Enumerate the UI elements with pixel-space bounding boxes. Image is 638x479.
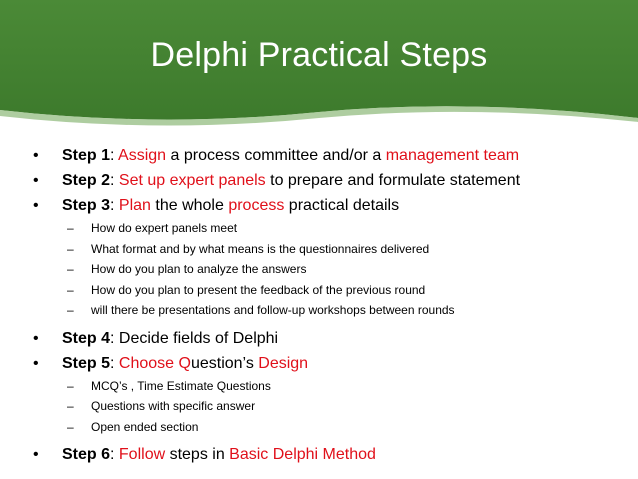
- step-text: uestion’s: [190, 354, 259, 372]
- step-label: Step 6: [62, 446, 111, 463]
- step-highlight: Design: [258, 354, 309, 372]
- sub-item-text: What format and by what means is the questionnaires delivered: [91, 241, 430, 256]
- step-text: :: [110, 197, 119, 214]
- step-label: Step 3: [62, 197, 111, 214]
- sub-item-text: will there be presentations and follow-up workshops between rounds: [91, 303, 455, 317]
- step-highlight: process: [228, 197, 285, 214]
- sub-item: [0, 417, 638, 438]
- sub-item: [0, 376, 638, 397]
- step-text: :: [110, 446, 119, 463]
- step-text: to prepare and formulate statement: [265, 172, 521, 189]
- dash-icon: –: [67, 262, 74, 276]
- step-text: the whole: [150, 197, 229, 214]
- step-text: :: [110, 147, 119, 164]
- bullet-icon: •: [33, 172, 39, 189]
- dash-icon: –: [67, 419, 74, 434]
- bullet-icon: •: [33, 147, 39, 164]
- bullet-icon: •: [33, 446, 39, 463]
- dash-icon: –: [67, 282, 74, 297]
- sub-item: [0, 300, 638, 321]
- step-highlight: Choose Q: [118, 354, 191, 372]
- sub-item: [0, 396, 638, 417]
- step-label: Step 4: [62, 329, 111, 347]
- step-text: a process committee and/or a: [166, 147, 386, 164]
- bullet-step-1: [0, 143, 638, 168]
- bullet-step-3: [0, 193, 638, 218]
- step-highlight: Assign: [118, 147, 167, 164]
- dash-icon: –: [67, 221, 74, 235]
- sub-item: [0, 259, 638, 280]
- sub-item-text: How do you plan to present the feedback of the previous round: [91, 282, 426, 297]
- step-text: steps in: [165, 446, 230, 463]
- step-text: :: [110, 354, 119, 372]
- dash-icon: –: [67, 399, 74, 413]
- sub-item: [0, 280, 638, 301]
- step-highlight: management team: [385, 147, 520, 164]
- step-text: : Decide fields of Delphi: [110, 329, 279, 347]
- bullet-step-4: [0, 326, 638, 351]
- step-label: Step 1: [62, 147, 111, 164]
- step-label: Step 2: [62, 172, 111, 189]
- bullet-icon: •: [33, 354, 39, 372]
- bullet-step-2: [0, 168, 638, 193]
- step-highlight: Follow: [118, 446, 166, 463]
- dash-icon: –: [67, 241, 74, 256]
- step-highlight: Basic Delphi Method: [229, 446, 376, 463]
- step-label: Step 5: [62, 354, 111, 372]
- sub-item-text: How do expert panels meet: [91, 221, 238, 235]
- step-text: practical details: [284, 197, 400, 214]
- dash-icon: –: [67, 378, 74, 393]
- sub-item-text: MCQ’s , Time Estimate Questions: [91, 378, 271, 393]
- bullet-step-6: [0, 442, 638, 467]
- step-highlight: Set up expert panels: [118, 172, 266, 189]
- bullet-step-5: [0, 351, 638, 376]
- sub-item-text: Open ended section: [91, 419, 199, 434]
- slide-title: Delphi Practical Steps: [150, 36, 488, 74]
- sub-item: [0, 239, 638, 260]
- sub-item-text: Questions with specific answer: [91, 399, 256, 413]
- bullet-icon: •: [33, 197, 39, 214]
- sub-item: [0, 218, 638, 239]
- sub-item-text: How do you plan to analyze the answers: [91, 262, 307, 276]
- step-highlight: Plan: [118, 197, 151, 214]
- bullet-icon: •: [33, 329, 39, 347]
- dash-icon: –: [67, 303, 74, 317]
- bullet-list: [0, 143, 638, 467]
- step-text: :: [110, 172, 119, 189]
